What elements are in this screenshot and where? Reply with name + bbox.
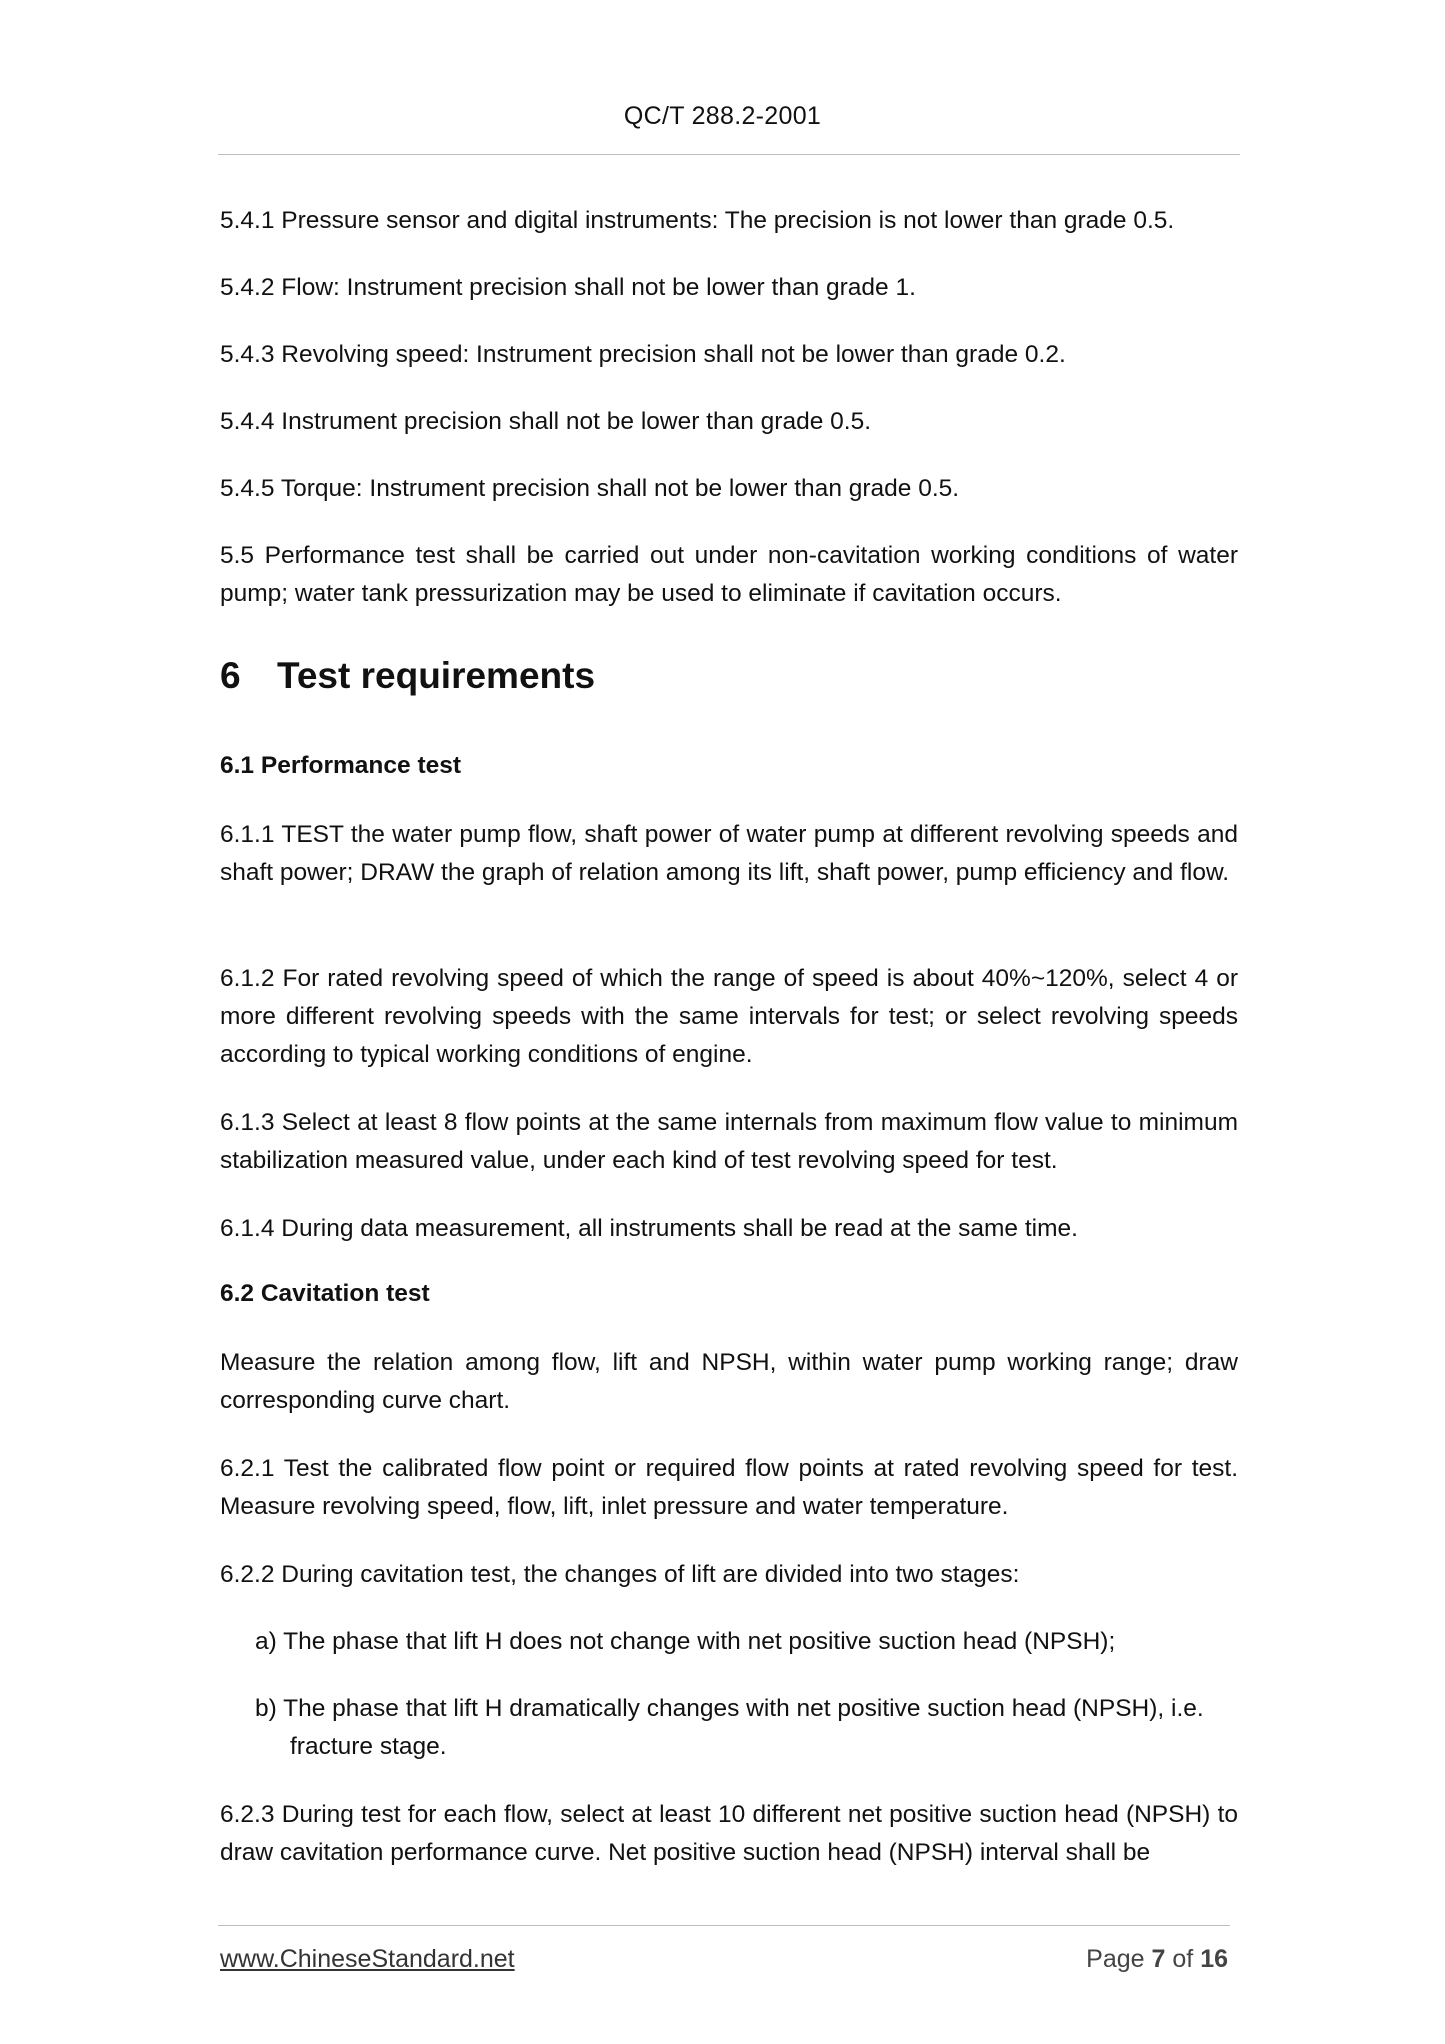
header-divider [218, 154, 1240, 155]
paragraph-6-1-3: 6.1.3 Select at least 8 flow points at the same internals from maximum flow value to minimum stabilization measured value, under each kind of test revolving speed for test. [220, 1109, 1238, 1174]
paragraph-6-1-2: 6.1.2 For rated revolving speed of which the range of speed is about 40%~120%, select 4 or more different revolving speeds with the same intervals for test; or select revolving speeds according to typical working conditions of engine. [220, 965, 1238, 1068]
paragraph-5-5: 5.5 Performance test shall be carried out under non-cavitation working conditions of water pump; water tank pressurization may be used to eliminate if cavitation occurs. [220, 542, 1238, 607]
paragraph-6-2-2: 6.2.2 During cavitation test, the changes of lift are divided into two stages: [220, 1561, 1020, 1588]
paragraph-5-4-3: 5.4.3 Revolving speed: Instrument precision shall not be lower than grade 0.2. [220, 341, 1066, 368]
section-6-1-heading: 6.1 Performance test [220, 752, 462, 779]
paragraph-6-2-1: 6.2.1 Test the calibrated flow point or required flow points at rated revolving speed for test. Measure revolving speed, flow, lift, inlet pressure and water temperature. [220, 1455, 1238, 1520]
section-6-number: 6 [220, 655, 241, 696]
footer-divider [218, 1925, 1230, 1926]
paragraph-6-2-intro: Measure the relation among flow, lift and NPSH, within water pump working range; draw corresponding curve chart. [220, 1349, 1238, 1414]
page-current: 7 [1151, 1945, 1166, 1973]
section-6-heading [220, 655, 595, 697]
page-of: of [1172, 1945, 1194, 1973]
list-item-a: a) The phase that lift H does not change with net positive suction head (NPSH); [255, 1628, 1116, 1655]
section-6-title: Test requirements [277, 655, 596, 696]
paragraph-6-2-3: 6.2.3 During test for each flow, select at least 10 different net positive suction head (NPSH) to draw cavitation performance curve. Net positive suction head (NPSH) interval shall be [220, 1801, 1238, 1866]
page-number [1086, 1945, 1228, 1974]
paragraph-6-1-4: 6.1.4 During data measurement, all instruments shall be read at the same time. [220, 1215, 1078, 1242]
paragraph-5-4-2: 5.4.2 Flow: Instrument precision shall not be lower than grade 1. [220, 274, 916, 301]
page-prefix: Page [1086, 1945, 1145, 1973]
page-total: 16 [1200, 1945, 1228, 1973]
document-header: QC/T 288.2-2001 [623, 102, 822, 130]
footer-website-link[interactable]: www.ChineseStandard.net [220, 1945, 515, 1973]
paragraph-5-4-5: 5.4.5 Torque: Instrument precision shall not be lower than grade 0.5. [220, 475, 960, 502]
list-item-b: b) The phase that lift H dramatically changes with net positive suction head (NPSH), i.e. fracture stage. [255, 1695, 1204, 1760]
paragraph-5-4-4: 5.4.4 Instrument precision shall not be lower than grade 0.5. [220, 408, 871, 435]
section-6-2-heading: 6.2 Cavitation test [220, 1280, 430, 1307]
paragraph-5-4-1: 5.4.1 Pressure sensor and digital instruments: The precision is not lower than grade 0.5. [220, 207, 1175, 234]
paragraph-6-1-1: 6.1.1 TEST the water pump flow, shaft power of water pump at different revolving speeds and shaft power; DRAW the graph of relation among its lift, shaft power, pump efficiency and flow. [220, 821, 1238, 886]
